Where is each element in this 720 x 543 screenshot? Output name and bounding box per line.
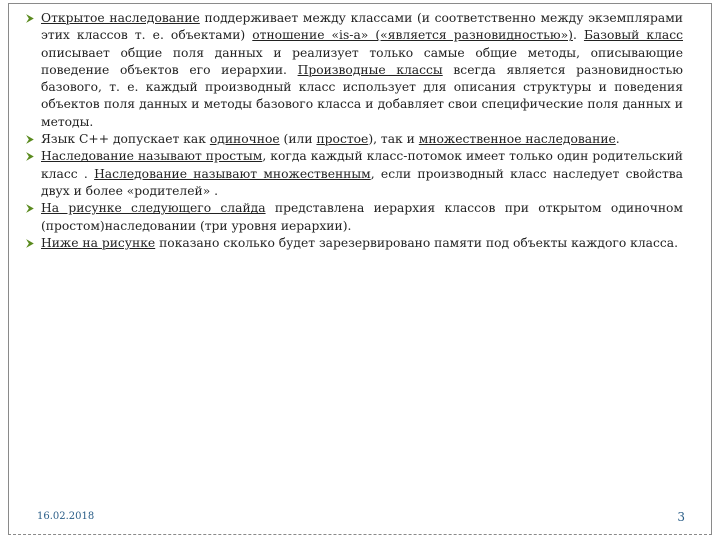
arrow-bullet-icon [25, 151, 36, 162]
text-segment: , если производный класс наследует свойства двух и более «родителей» . [41, 166, 683, 198]
underlined-term: Ниже на рисунке [41, 235, 156, 250]
underlined-term: множественное наследование [418, 132, 616, 147]
underlined-term: отношение «is-a» («является разновидностью») [252, 28, 573, 43]
arrow-bullet-icon [25, 203, 36, 214]
underlined-term: одиночное [209, 132, 280, 147]
text-segment: представлена иерархия классов при открытом одиночном (простом)наследовании (три уровня иерархии). [41, 201, 683, 233]
underlined-term: Производные классы [297, 62, 443, 77]
bullet-item [23, 10, 683, 131]
footer-date: 16.02.2018 [37, 511, 95, 522]
underlined-term: На рисунке следующего слайда [41, 201, 266, 216]
text-segment: показано сколько будет зарезервировано памяти под объекты каждого класса. [155, 235, 678, 250]
arrow-bullet-icon [25, 238, 36, 249]
text-segment: поддерживает между классами (и соответственно между экземплярами этих классов т. е. объектами) [41, 11, 683, 43]
arrow-bullet-icon [25, 134, 36, 145]
bullet-item [23, 131, 683, 148]
text-segment: всегда является разновидностью базового, т. е. каждый производный класс использует для описания структуры и поведения объектов поля данных и методы базового класса и добавляет свои специфические поля данных и методы. [41, 62, 683, 129]
underlined-term: Базовый класс [583, 28, 683, 43]
arrow-bullet-icon [25, 13, 36, 24]
underlined-term: Открытое наследование [41, 11, 200, 25]
text-segment: описывает общие поля данных и реализует только самые общие методы, описывающие поведение объектов его иерархии. [41, 45, 683, 77]
bullet-item [23, 200, 683, 235]
text-segment: ), так и [368, 132, 419, 147]
text-segment: . [572, 28, 584, 43]
text-segment: . [615, 132, 620, 147]
page-number: 3 [677, 510, 685, 524]
underlined-term: простое [316, 132, 369, 147]
text-segment: , когда каждый класс-потомок имеет только один родительский класс . [41, 149, 683, 181]
underlined-term: Наследование называют простым [41, 149, 263, 164]
bullet-item [23, 148, 683, 200]
underlined-term: Наследование называют множественным [94, 166, 371, 181]
bullet-list [9, 4, 711, 252]
slide [8, 3, 712, 535]
text-segment: Язык С++ допускает как [41, 132, 210, 147]
bullet-item [23, 235, 683, 252]
text-segment: (или [279, 132, 317, 147]
